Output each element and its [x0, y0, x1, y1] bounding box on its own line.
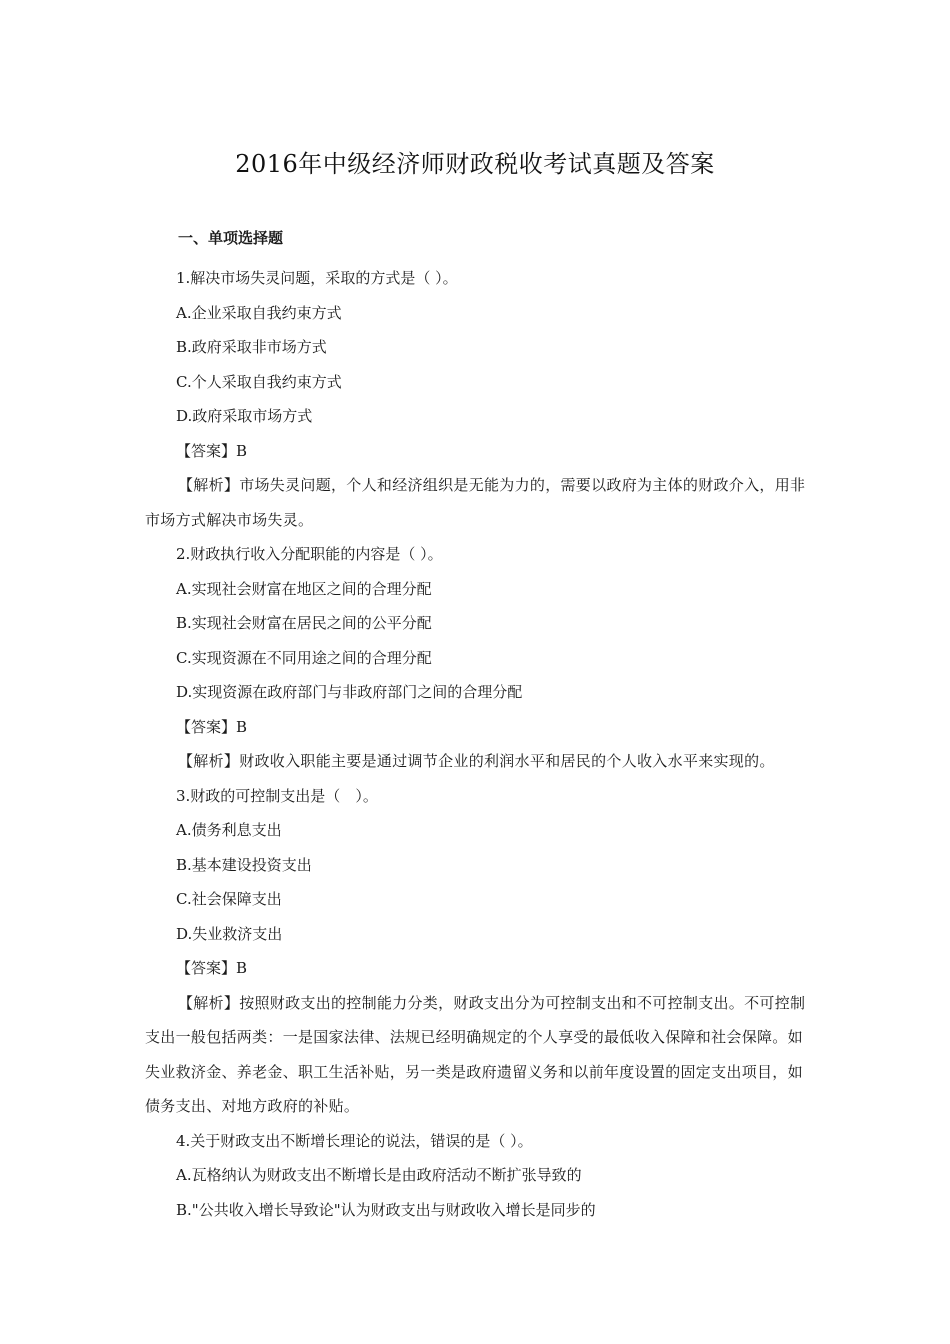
answer: 【答案】B	[176, 959, 248, 977]
question-list	[145, 261, 807, 1227]
option-c: C.社会保障支出	[176, 890, 282, 908]
section-heading: 一、单项选择题	[178, 229, 284, 247]
option-d: D.失业救济支出	[176, 924, 283, 943]
option-a: A.企业采取自我约束方式	[176, 303, 342, 322]
answer: 【答案】B	[176, 441, 248, 460]
question-stem: 3.财政的可控制支出是（ ）。	[176, 786, 378, 805]
option-b: B.实现社会财富在居民之间的公平分配	[176, 614, 432, 632]
question-stem: 2.财政执行收入分配职能的内容是（ ）。	[176, 545, 443, 563]
option-b: B.基本建设投资支出	[176, 855, 312, 874]
question-stem: 1.解决市场失灵问题，采取的方式是（ ）。	[176, 269, 458, 287]
analysis: 【解析】按照财政支出的控制能力分类，财政支出分为可控制支出和不可控制支出。不可控制支出一般包括两类：一是国家法律、法规已经明确规定的个人享受的最低收入保障和社会保障。如失业救济金、养老金、职工生活补贴，另一类是政府遗留义务和以前年度设置的固定支出项目，如债务支出、对地方政府的补贴。	[145, 993, 806, 1115]
option-a: A.债务利息支出	[176, 821, 282, 839]
analysis: 【解析】财政收入职能主要是通过调节企业的利润水平和居民的个人收入水平来实现的。	[178, 752, 775, 770]
option-b: B."公共收入增长导致论"认为财政支出与财政收入增长是同步的	[176, 1200, 596, 1219]
option-d: D.政府采取市场方式	[176, 407, 313, 425]
analysis: 【解析】市场失灵问题，个人和经济组织是无能为力的，需要以政府为主体的财政介入，用非市场方式解决市场失灵。	[145, 476, 806, 529]
page-title: 2016年中级经济师财政税收考试真题及答案	[235, 150, 715, 178]
option-c: C.个人采取自我约束方式	[176, 372, 342, 391]
option-b: B.政府采取非市场方式	[176, 338, 327, 356]
option-a: A.实现社会财富在地区之间的合理分配	[176, 579, 432, 598]
option-d: D.实现资源在政府部门与非政府部门之间的合理分配	[176, 683, 523, 701]
question-stem: 4.关于财政支出不断增长理论的说法，错误的是（ ）。	[176, 1131, 533, 1150]
option-c: C.实现资源在不同用途之间的合理分配	[176, 648, 432, 667]
answer: 【答案】B	[176, 717, 248, 736]
option-a: A.瓦格纳认为财政支出不断增长是由政府活动不断扩张导致的	[176, 1166, 582, 1184]
